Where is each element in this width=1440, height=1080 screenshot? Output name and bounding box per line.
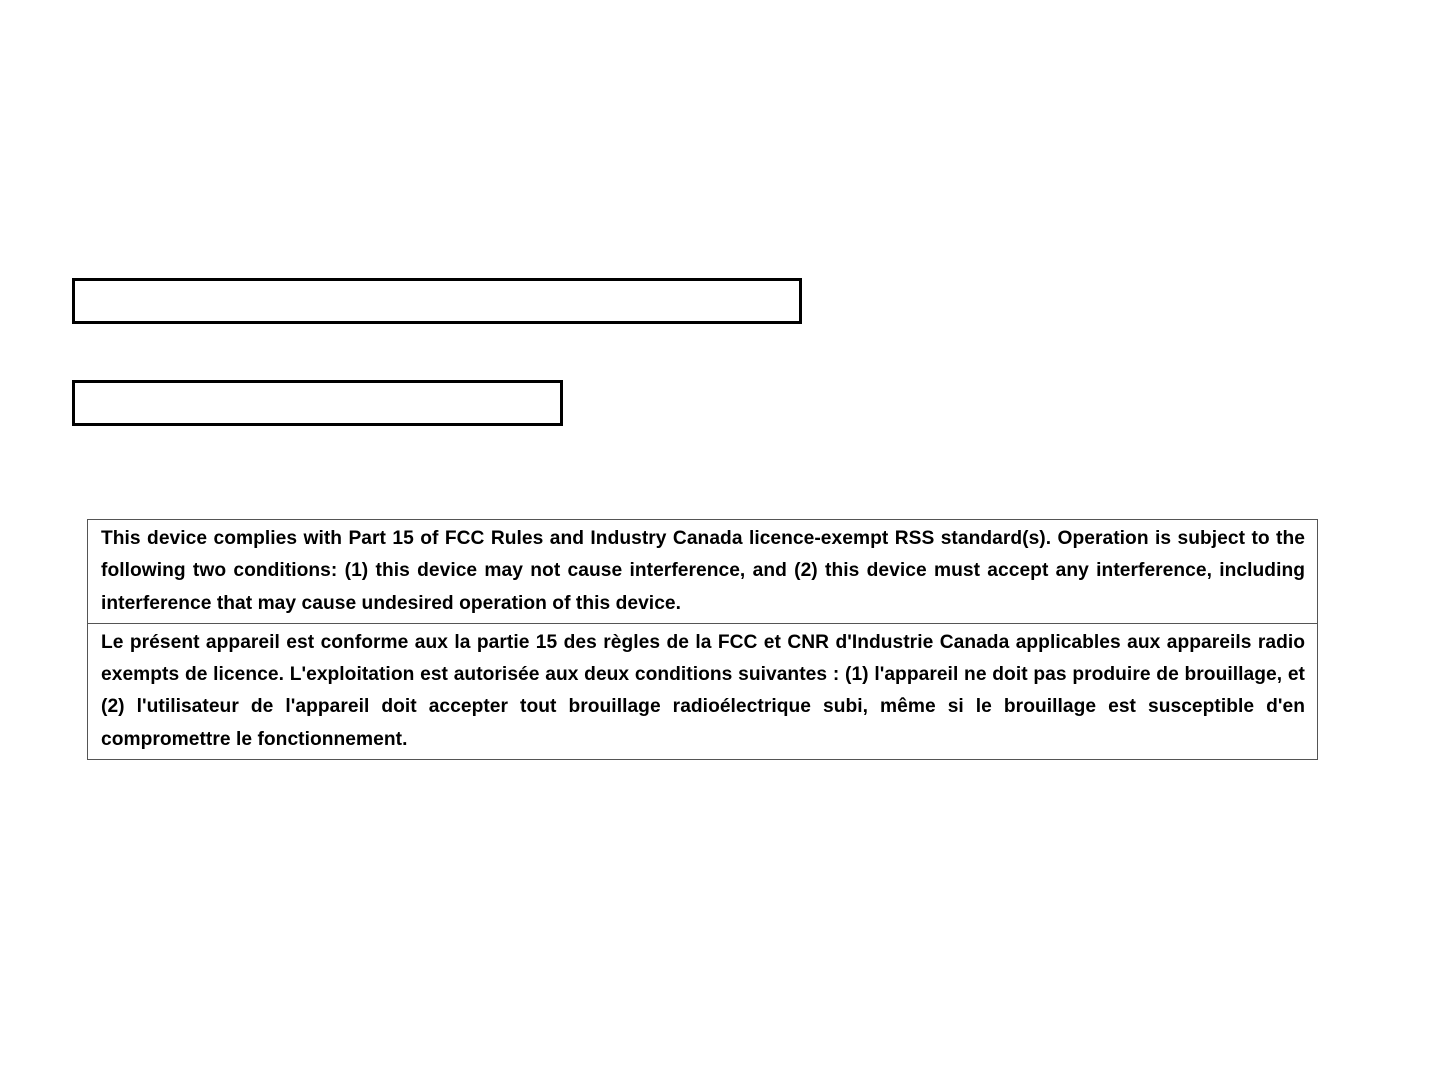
compliance-notice-table bbox=[87, 519, 1318, 760]
fcc-notice-english: This device complies with Part 15 of FCC Rules and Industry Canada licence-exempt RSS standard(s). Operation is subject to the following two conditions: (1) this device may not cause interference, and (2) this device must accept any interference, including interference that may cause undesired operation of this device. bbox=[101, 528, 1305, 614]
blank-label-box-top bbox=[72, 278, 802, 324]
fcc-notice-french: Le présent appareil est conforme aux la partie 15 des règles de la FCC et CNR d'Industrie Canada applicables aux appareils radio exempts de licence. L'exploitation est autorisée aux deux conditions suivantes : (1) l'appareil ne doit pas produire de brouillage, et (2) l'utilisateur de l'appareil doit accepter tout brouillage radioélectrique subi, même si le brouillage est susceptible d'en compromettre le fonctionnement. bbox=[88, 623, 1317, 759]
blank-label-box-bottom bbox=[72, 380, 563, 426]
